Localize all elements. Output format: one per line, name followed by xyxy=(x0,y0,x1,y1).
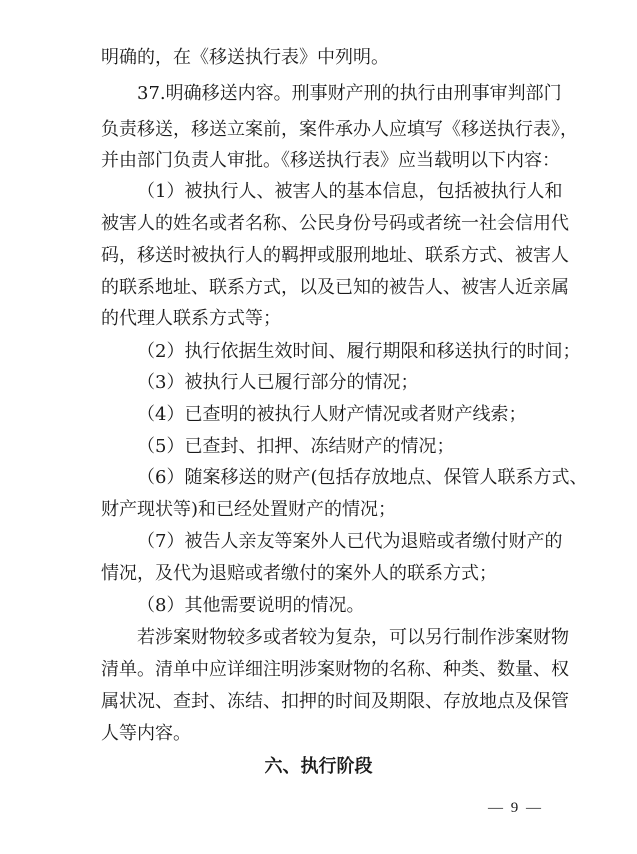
text-line: 明确的，在《移送执行表》中列明。 xyxy=(101,47,389,68)
text-line: 情况，及代为退赔或者缴付的案外人的联系方式； xyxy=(101,563,497,584)
text-line: 清单。清单中应详细注明涉案财物的名称、种类、数量、权 xyxy=(101,659,569,680)
text-line: 的代理人联系方式等； xyxy=(101,308,281,329)
list-item-line: （5）已查封、扣押、冻结财产的情况； xyxy=(137,436,455,457)
text-line: 财产现状等)和已经处置财产的情况； xyxy=(101,499,397,520)
list-item-line: （7）被告人亲友等案外人已代为退赔或者缴付财产的 xyxy=(137,531,563,552)
text-line: 被害人的姓名或者名称、公民身份号码或者统一社会信用代 xyxy=(101,213,569,234)
list-item-line: （4）已查明的被执行人财产情况或者财产线索； xyxy=(137,404,527,425)
text-line: 人等内容。 xyxy=(101,723,191,744)
paragraph-line: 若涉案财物较多或者较为复杂，可以另行制作涉案财物 xyxy=(137,627,569,648)
list-item-line: （3）被执行人已履行部分的情况； xyxy=(137,372,419,393)
text-line: 并由部门负责人审批。《移送执行表》应当载明以下内容： xyxy=(101,150,560,171)
section-heading: 六、执行阶段 xyxy=(264,756,373,777)
text-line: 属状况、查封、冻结、扣押的时间及期限、存放地点及保管 xyxy=(101,691,569,712)
text-line: 的联系地址、联系方式，以及已知的被告人、被害人近亲属 xyxy=(101,277,569,298)
list-item-line: （1）被执行人、被害人的基本信息，包括被执行人和 xyxy=(137,181,563,202)
text-line: 37.明确移送内容。刑事财产刑的执行由刑事审判部门 xyxy=(137,83,562,104)
page-number: — 9 — xyxy=(488,800,543,816)
list-item-line: （2）执行依据生效时间、履行期限和移送执行的时间； xyxy=(137,341,581,362)
list-item-line: （6）随案移送的财产(包括存放地点、保管人联系方式、 xyxy=(137,467,588,488)
text-line: 负责移送，移送立案前，案件承办人应填写《移送执行表》， xyxy=(101,119,578,140)
list-item-line: （8）其他需要说明的情况。 xyxy=(137,595,365,616)
text-line: 码，移送时被执行人的羁押或服刑地址、联系方式、被害人 xyxy=(101,245,569,266)
